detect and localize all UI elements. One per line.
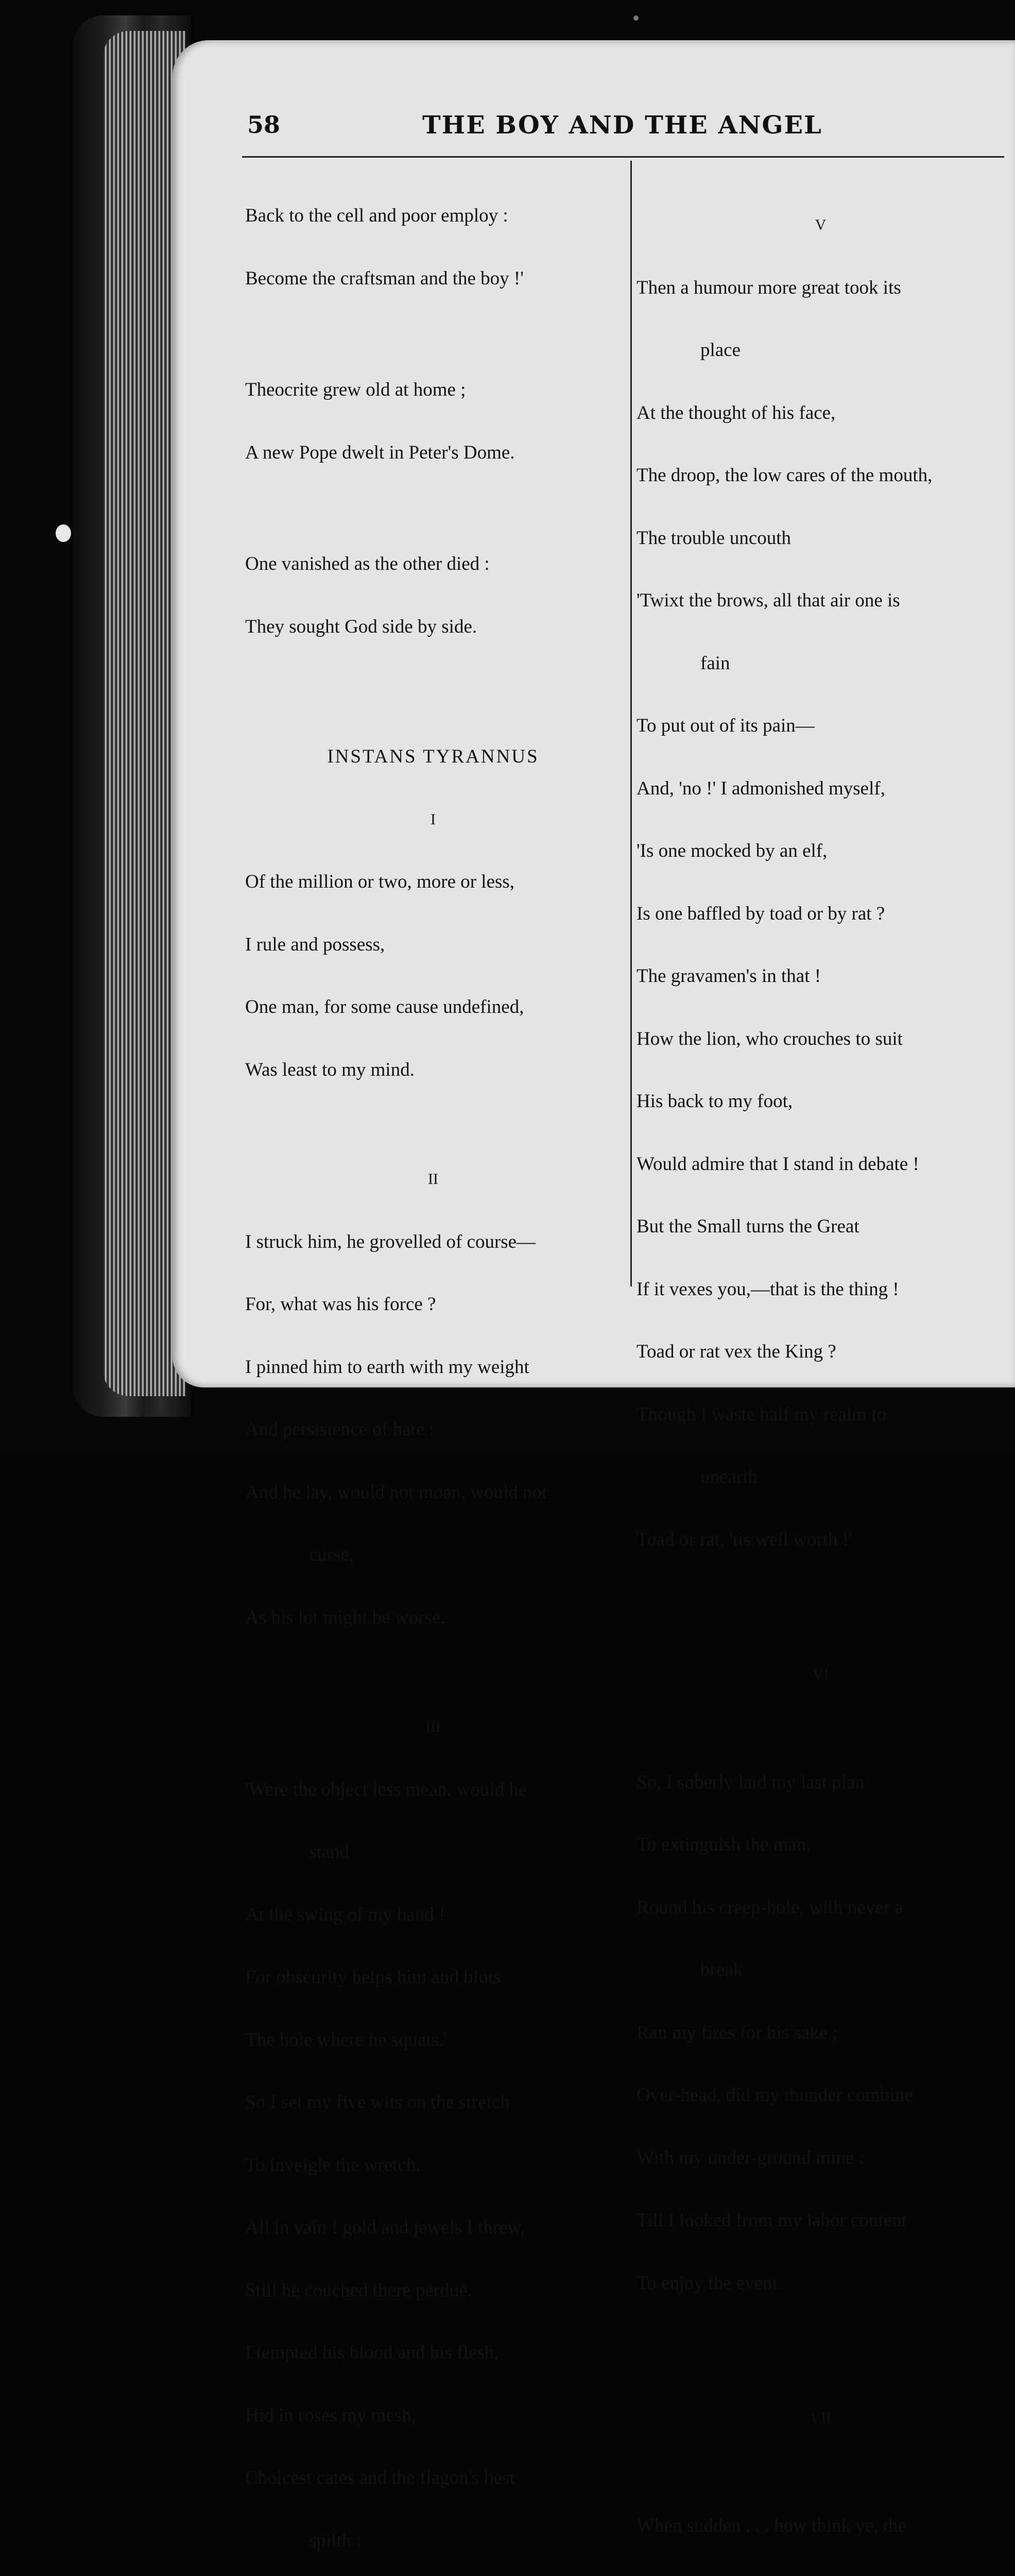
page-number: 58: [247, 111, 281, 139]
verse-line: The gravamen's in that !: [636, 965, 821, 987]
verse-line: Over-head, did my thunder combine: [636, 2084, 913, 2106]
verse-line: When sudden . . . how think ye, the: [636, 2515, 907, 2536]
verse-line: Though I waste half my realm to: [636, 1403, 886, 1425]
verse-line: All in vain ! gold and jewels I threw,: [245, 2217, 525, 2238]
verse-line: To enjoy the event.: [636, 2272, 783, 2294]
header-rule: [242, 156, 1004, 158]
paper-speck: [56, 524, 71, 542]
verse-line: One man, for some cause undefined,: [245, 996, 524, 1018]
column-divider: [630, 161, 632, 1286]
verse-line: Then a humour more great took its: [636, 277, 901, 298]
verse-line: For, what was his force ?: [245, 1294, 436, 1315]
verse-line: So, I soberly laid my last plan: [636, 1771, 865, 1793]
verse-line: For obscurity helps him and blots: [245, 1967, 501, 1988]
verse-line: Still he couched there perdue.: [245, 2279, 472, 2301]
verse-line: The trouble uncouth: [636, 527, 792, 549]
verse-line-continuation: curse,: [309, 1544, 354, 1565]
verse-line: I struck him, he grovelled of course—: [245, 1231, 536, 1252]
verse-line: How the lion, who crouches to suit: [636, 1028, 903, 1049]
verse-line: 'Twixt the brows, all that air one is: [636, 590, 900, 611]
verse-line: And, 'no !' I admonished myself,: [636, 777, 885, 799]
verse-line: At the thought of his face,: [636, 402, 836, 423]
verse-line: Toad or rat, 'tis well worth !': [636, 1529, 852, 1550]
verse-line: Would admire that I stand in debate !: [636, 1153, 919, 1175]
verse-line: If it vexes you,—that is the thing !: [636, 1278, 899, 1300]
verse-line: Become the craftsman and the boy !': [245, 267, 524, 289]
verse-line: His back to my foot,: [636, 1091, 793, 1112]
verse-line: Hid in roses my mesh,: [245, 2404, 416, 2426]
verse-line: Back to the cell and poor employ :: [245, 205, 508, 226]
verse-line: But the Small turns the Great: [636, 1216, 859, 1237]
verse-line: And persistence of hate :: [245, 1419, 435, 1440]
verse-line: The droop, the low cares of the mouth,: [636, 465, 933, 486]
section-number: II: [428, 1171, 438, 1188]
verse-line: The hole where he squats.': [245, 2029, 447, 2050]
verse-line-continuation: unearth: [700, 1466, 758, 1487]
verse-line: At the swing of my hand !: [245, 1904, 445, 1925]
verse-line: To inveigle the wretch.: [245, 2154, 421, 2176]
verse-line: Round his creep-hole, with never a: [636, 1896, 903, 1918]
verse-line: 'Were the object less mean, would he: [245, 1778, 527, 1800]
verse-line: As his lot might be worse.: [245, 1606, 445, 1628]
verse-line: I pinned him to earth with my weight: [245, 1356, 529, 1378]
verse-line: I tempted his blood and his flesh,: [245, 2342, 499, 2363]
section-number: I: [431, 810, 436, 828]
verse-line-continuation: spilth :: [309, 2530, 362, 2551]
running-title: THE BOY AND THE ANGEL: [422, 111, 822, 140]
verse-line-continuation: place: [700, 340, 741, 361]
paper-speck: [633, 15, 639, 21]
verse-line: To extinguish the man.: [636, 1834, 811, 1855]
running-head: [247, 111, 1004, 147]
verse-line: Till I looked from my labor content: [636, 2210, 907, 2231]
verse-line: To put out of its pain—: [636, 715, 815, 736]
section-number: VI: [812, 1666, 829, 1683]
verse-line: Is one baffled by toad or by rat ?: [636, 903, 885, 924]
verse-line: With my under-ground mine :: [636, 2147, 864, 2168]
verse-line: And he lay, would not moan, would not: [245, 1481, 547, 1503]
verse-line: Of the million or two, more or less,: [245, 871, 515, 892]
verse-line: Theocrite grew old at home ;: [245, 379, 466, 400]
verse-line: So I set my five wits on the stretch: [245, 2092, 510, 2113]
left-column: [245, 164, 621, 2576]
verse-line: One vanished as the other died :: [245, 553, 490, 574]
verse-line: They sought God side by side.: [245, 616, 477, 637]
verse-line: Ran my fires for his sake ;: [636, 2022, 838, 2043]
right-column: [636, 173, 1005, 2576]
section-number: III: [425, 1718, 441, 1735]
verse-line-continuation: break: [700, 1959, 743, 1980]
verse-line-continuation: stand: [309, 1841, 350, 1862]
section-number: V: [815, 216, 827, 233]
verse-line: I rule and possess,: [245, 934, 385, 955]
verse-line: Was least to my mind.: [245, 1059, 415, 1080]
verse-line: Choicest cates and the flagon's best: [245, 2467, 515, 2488]
poem-title: INSTANS TYRANNUS: [327, 746, 539, 767]
section-number: VII: [810, 2410, 832, 2427]
verse-line: 'Is one mocked by an elf,: [636, 840, 828, 861]
verse-line: Toad or rat vex the King ?: [636, 1341, 836, 1362]
verse-line-continuation: fain: [700, 652, 730, 674]
verse-line: A new Pope dwelt in Peter's Dome.: [245, 442, 515, 463]
